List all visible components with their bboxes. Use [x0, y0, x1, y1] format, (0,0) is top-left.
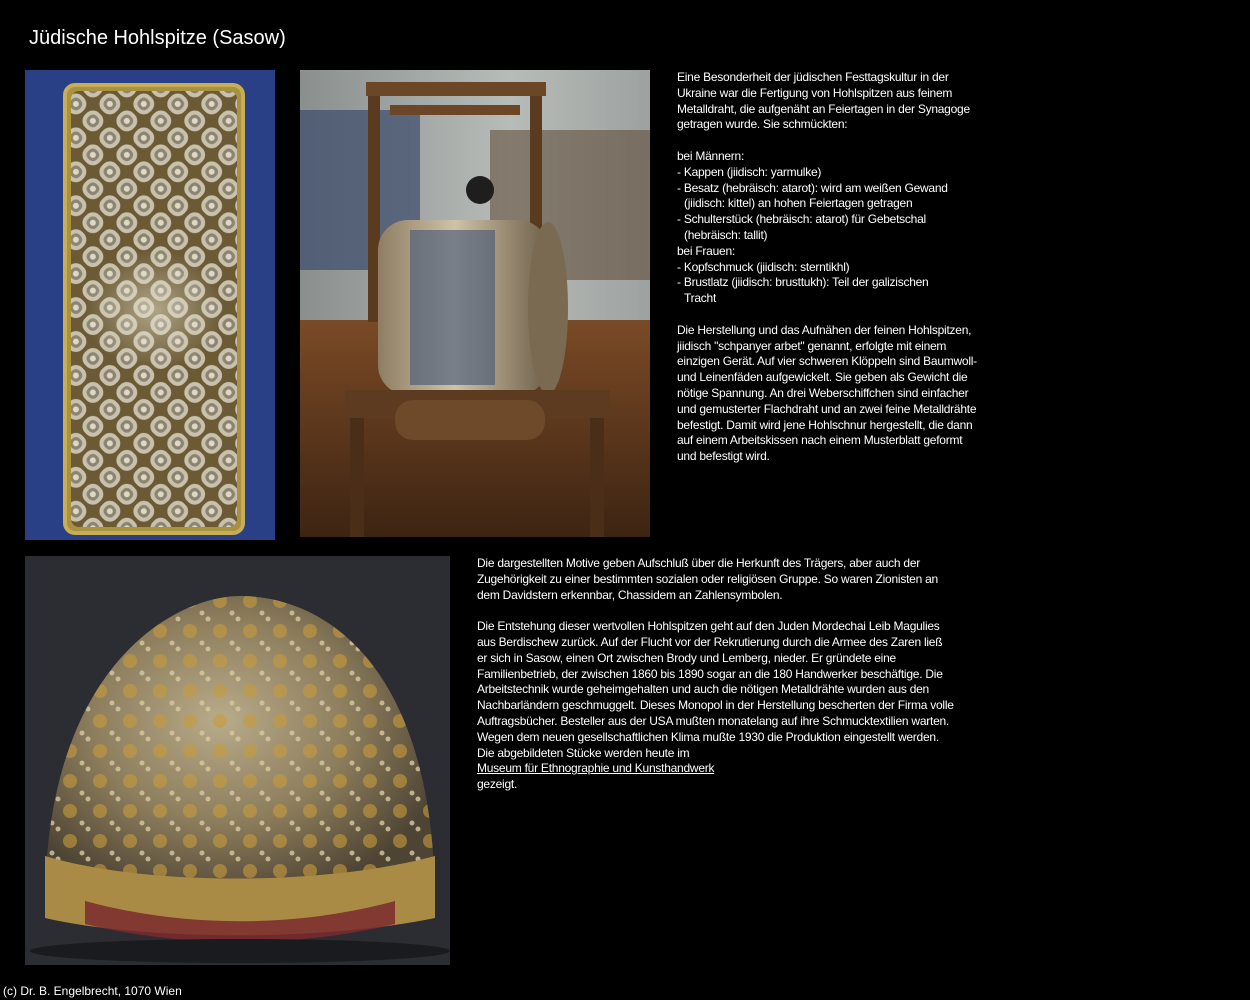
motif-line: Die dargestellten Motive geben Aufschluß über die Herkunft des Trägers, aber auch der	[477, 556, 921, 570]
production-line: und Leinenfäden aufgewickelt. Sie geben als Gewicht die	[677, 370, 968, 385]
women-item: Tracht	[684, 291, 717, 306]
women-heading: bei Frauen:	[677, 243, 735, 258]
women-item: - Brustlatz (jiidisch: brusttukh): Teil der galizischen	[677, 275, 929, 290]
production-line: nötige Spannung. An drei Weberschiffchen sind einfacher	[677, 385, 969, 400]
men-item: - Kappen (jiidisch: yarmulke)	[677, 164, 822, 179]
intro-line: Metalldraht, die aufgenäht an Feiertagen in der Synagoge	[677, 101, 970, 116]
intro-text-block	[677, 70, 1007, 465]
production-line: Die Herstellung und das Aufnähen der feinen Hohlspitzen,	[677, 322, 972, 337]
history-line: er sich in Sasow, einen Ort zwischen Brody und Lemberg, nieder. Er gründete eine	[477, 650, 896, 665]
embroidered-cap-photo	[25, 556, 450, 965]
closing-line: gezeigt.	[477, 777, 518, 792]
intro-line: Eine Besonderheit der jüdischen Festtagskultur in der	[677, 70, 949, 84]
history-line: Familienbetrieb, der zwischen 1860 bis 1890 sogar an die 180 Handwerker beschäftige. Die	[477, 666, 943, 681]
history-line: Auftragsbücher. Besteller aus der USA mußten monatelang auf ihre Schmucktextilien warten.	[477, 713, 950, 728]
production-line: und gemusterter Flachdraht und an zwei feine Metalldrähte	[677, 401, 977, 416]
history-line: Die abgebildeten Stücke werden heute im	[477, 745, 690, 760]
history-line: Die Entstehung dieser wertvollen Hohlspitzen geht auf den Juden Mordechai Leib Magulies	[477, 619, 940, 634]
lace-panel-photo	[25, 70, 275, 540]
motif-line: dem Davidstern erkennbar, Chassidem an Zahlensymbolen.	[477, 587, 783, 602]
history-line: aus Berdischew zurück. Auf der Flucht vor der Rekrutierung durch die Armee des Zaren ließ	[477, 634, 943, 649]
men-item: - Besatz (hebräisch: atarot): wird am weißen Gewand	[677, 180, 948, 195]
intro-line: getragen wurde. Sie schmückten:	[677, 117, 848, 132]
production-line: befestigt. Damit wird jene Hohlschnur hergestellt, die dann	[677, 417, 973, 432]
production-line: einzigen Gerät. Auf vier schweren Klöppeln sind Baumwoll-	[677, 354, 977, 369]
intro-line: Ukraine war die Fertigung von Hohlspitzen aus feinem	[677, 85, 953, 100]
motif-line: Zugehörigkeit zu einer bestimmten sozialen oder religiösen Gruppe. So waren Zionisten an	[477, 571, 938, 586]
history-line: Arbeitstechnik wurde geheimgehalten und auch die nötigen Metalldrähte wurden aus den	[477, 682, 929, 697]
page-title: Jüdische Hohlspitze (Sasow)	[29, 27, 286, 49]
women-item: - Kopfschmuck (jiidisch: sterntikhl)	[677, 259, 850, 274]
production-line: und befestigt wird.	[677, 449, 770, 464]
men-item: (jiidisch: kittel) an hohen Feiertagen getragen	[684, 196, 913, 211]
men-heading: bei Männern:	[677, 148, 745, 163]
history-text-block	[477, 556, 987, 793]
weaving-device-photo	[300, 70, 650, 537]
men-item: - Schulterstück (hebräisch: atarot) für Gebetschal	[677, 212, 926, 227]
production-line: auf einem Arbeitskissen nach einem Musterblatt geformt	[677, 433, 963, 448]
museum-link[interactable]: Museum für Ethnographie und Kunsthandwerk	[477, 761, 715, 776]
history-line: Nachbarländern geschmuggelt. Dieses Monopol in der Herstellung bescherten der Firma volle	[477, 698, 954, 713]
history-line: Wegen dem neuen gesellschaftlichen Klima mußte 1930 die Produktion eingestellt werden.	[477, 729, 939, 744]
men-item: (hebräisch: tallit)	[684, 227, 768, 242]
production-line: jiidisch "schpanyer arbet" genannt, erfolgte mit einem	[677, 338, 947, 353]
copyright-footer: (c) Dr. B. Engelbrecht, 1070 Wien	[3, 984, 182, 998]
